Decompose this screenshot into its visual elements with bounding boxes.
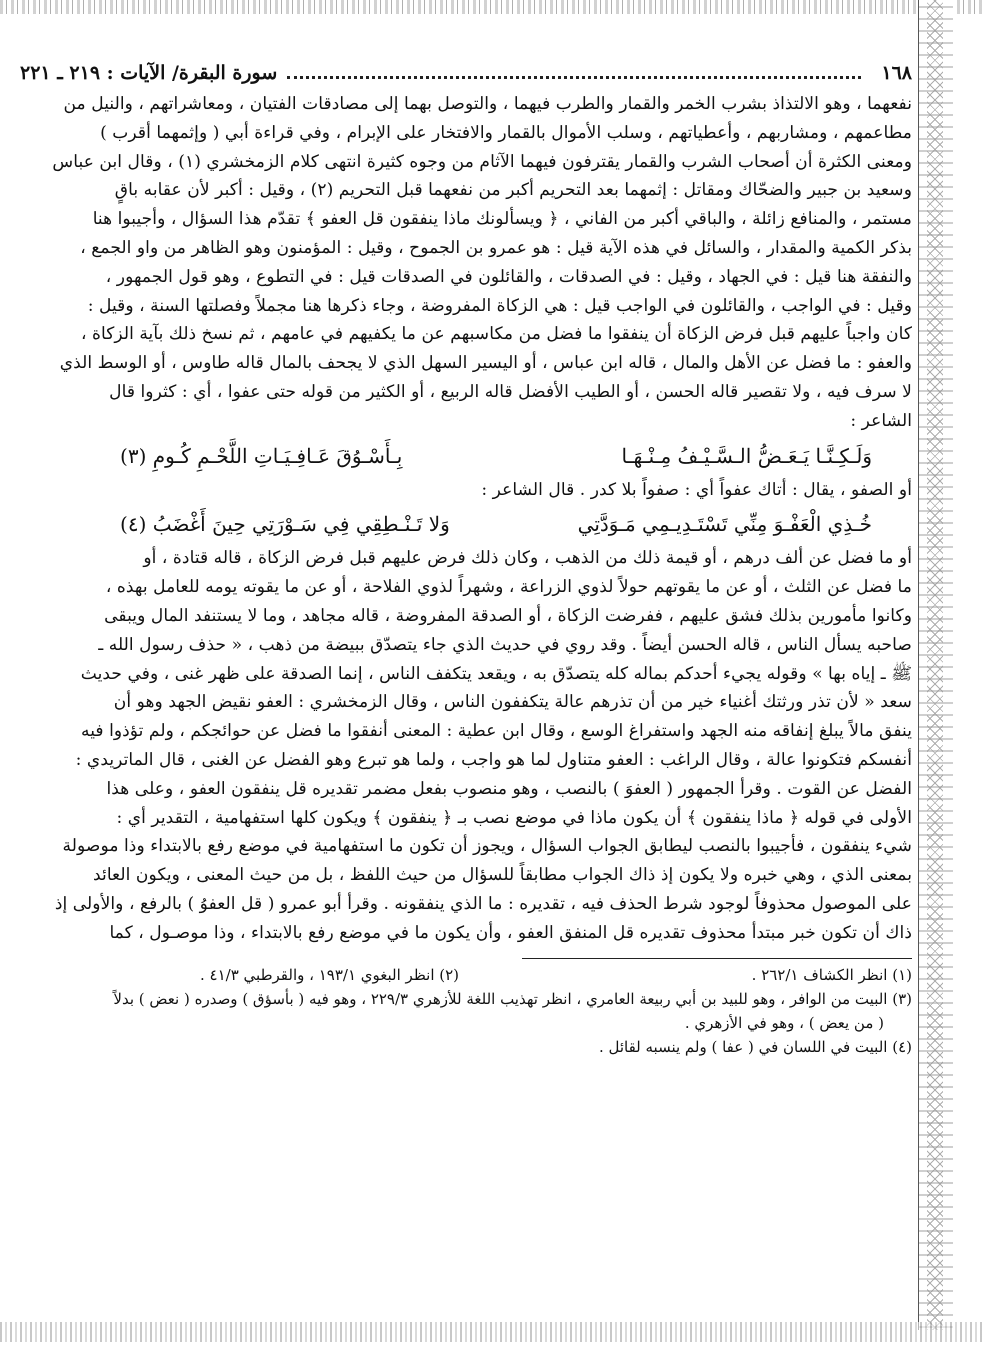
text-line: والعفو : ما فضل عن الأهل والمال ، قاله ابن عباس ، أو اليسير السهل الذي لا يجحف بالمال قاله طاوس ، أو الوسط الذي xyxy=(59,353,912,374)
text-line: والنفقة هنا قيل : في الجهاد ، وقيل : في الصدقات ، والقائلون في الصدقات قيل : في التطوع ، وهو قول الجمهور ، xyxy=(105,266,912,287)
footnote-1: (١) انظر الكشاف ٢٦٢/١ . xyxy=(751,965,912,984)
poetry-verse-2 xyxy=(20,504,912,544)
text-line: ما فضل عن الثلث ، أو عن ما يقوتهم حولاً لذوي الزراعة ، وشهراً لذوي الفلاحة ، أو عن ما يقوته يومه للعامل بهذه ، xyxy=(105,577,912,598)
text-line: سعد « لأن تذر ورثتك أغنياء خير من أن تذرهم عالة يتكففون الناس ، وقال الزمخشري : العفو نقيض الجهد وهو أن xyxy=(113,692,912,713)
text-line: صاحبه يسأل الناس ، قاله الحسن أيضاً . وقد روي في حديث الذي جاء يتصدّق ببيضة من ذهب ، « حذف رسول الله ـ xyxy=(98,634,912,655)
footnote-row xyxy=(20,963,912,987)
poet-label: الشاعر : xyxy=(850,410,912,431)
decorative-page-border xyxy=(918,0,953,1330)
text-line: أو الصفو ، يقال : أتاك عفواً أي : صفواً بلا كدر . قال الشاعر : xyxy=(481,479,912,500)
text-line: أنفسكم فتكونوا عالة ، وقال الراغب : العفو متناول لما هو واجب ، ولما هو تبرع وهو الفضل عن الغنى ، قال الماتريدي : xyxy=(75,749,912,770)
footnote-4: (٤) البيت في اللسان في ( عفا ) ولم ينسبه لقائل . xyxy=(598,1037,912,1056)
text-line: بمعنى الذي ، وهي خبره ولا يكون إذ ذاك الجواب مطابقاً للسؤال من حيث اللفظ ، بل من حيث المعنى ، ويكون العائد xyxy=(93,865,912,886)
scan-top-edge xyxy=(0,0,984,14)
text-line: مطاعمهم ، ومشاربهم ، وأعطياتهم ، وسلب الأموال بالقمار والافتخار على الإبرام ، وفي قراءة أبي ( وإثمهما أقرب ) xyxy=(100,122,912,143)
text-line: الأولى في قوله ﴿ ماذا ينفقون ﴾ أن يكون ماذا في موضع نصب بـ ﴿ ينفقون ﴾ ويكون كلها استفهامية ، التقدير أي : xyxy=(116,807,912,828)
text-line: شيء ينفقون ، فأجيبوا بالنصب ليطابق الجواب السؤال ، ويجوز أن تكون ما استفهامية في موضع رفع بالابتداء وذا موصولة xyxy=(62,836,912,857)
document-page xyxy=(20,56,912,1059)
text-line: على الموصول محذوفاً لوجود شرط الحذف فيه ، تقديره : ما الذي ينفقونه . وقرأ أبو عمرو ( قل العفوُ ) بالرفع ، والأولى إذ xyxy=(54,893,912,914)
text-line: ينفق مالاً يبلغ إنفاقه منه الجهد واستفراغ الوسع ، وقال ابن عطية : المعنى أنفقوا ما فضل عن حوائجكم ، ولم تؤذوا فيه xyxy=(80,721,912,742)
text-line: وقيل : في الواجب ، والقائلون في الواجب قيل : هي الزكاة المفروضة ، وجاء ذكرها هنا مجملاً وفصلتها السنة ، وقيل : xyxy=(87,295,912,316)
text-line: كان واجباً عليهم قبل فرض الزكاة أن ينفقوا ما فضل من مكاسبهم عن ما يكفيهم في عامهم ، ثم نسخ ذلك بآية الزكاة ، xyxy=(80,324,912,345)
verse-1-second-hemistich: بِـأَسْـوُقَ عَـافِـيَـاتِ اللَّحْـمِ كُـومِ (٣) xyxy=(120,443,403,468)
verse-2-first-hemistich: خُـذِي الْعَفْـوَ مِنِّي تَسْتَـدِيـمِي مَـوَدَّتِي xyxy=(577,512,872,537)
footnote-separator xyxy=(522,958,912,959)
text-line: ذاك أن تكون خبر مبتدأ محذوف تقديره قل المنفق العفو ، وأن يكون ما في موضع رفع بالابتداء ، وذا موصـول ، كما xyxy=(109,922,912,943)
text-line: ﷺ ـ إياه بها » وقوله يجيء أحدكم بماله كله يتصدّق به ، ويقعد يتكفف الناس ، إنما الصدقة على ظهر غنى ، وفي حديث xyxy=(80,663,912,684)
verse-1-first-hemistich: وَلَـكِـنَّـا يَـعَـضُّ الـسَّـيْـفُ مِـنْـهَـا xyxy=(621,443,872,468)
text-line: ومعنى الكثرة أن أصحاب الشرب والقمار يقترفون فيهما الآثام من وجوه كثيرة انتهى كلام الزمخشري (١) ، وقال ابن عباس xyxy=(52,151,912,172)
text-line: الفضل عن القوت . وقرأ الجمهور ( العفوَ ) بالنصب ، وهو منصوب بفعل مضمر تقديره قل ينفقون العفو ، وعلى هذا xyxy=(106,778,912,799)
main-text xyxy=(20,90,912,948)
text-line: لا سرف فيه ، ولا تقصير قاله الحسن ، أو الطيب الأفضل قاله الربيع ، أو الكثير من قوله حتى عفوا ، أي : كثروا قال xyxy=(109,381,912,402)
text-line: نفعهما ، وهو الالتذاذ بشرب الخمر والقمار والطرب فيهما ، والتوصل بهما إلى مصادقات الفتيان ، ومعاشراتهم ، والنيل من xyxy=(63,94,912,114)
paragraph-block-2 xyxy=(20,544,912,947)
page-header xyxy=(20,56,912,90)
text-line: أو ما فضل عن ألف درهم ، أو قيمة ذلك من الذهب ، وكان ذلك فرض عليهم قبل فرض الزكاة ، قاله قتادة ، أو xyxy=(143,548,912,569)
text-line: مستمر ، والمنافع زائلة ، والباقي أكبر من الفاني ، ﴿ ويسألونك ماذا ينفقون قل العفو ﴾ تقدّم هذا السؤال ، وأجيبوا هنا xyxy=(92,209,912,230)
footnote-3: (٣) البيت من الوافر ، وهو للبيد بن أبي ربيعة العامري ، انظر تهذيب اللغة للأزهري ٢٢٩/٣ ، وهو فيه ( بأسؤق ) وصدره ( نعض ) بدلاً xyxy=(113,989,912,1008)
text-line: وسعيد بن جبير والضحّاك ومقاتل : إثمهما بعد التحريم أكبر من نفعهما قبل التحريم (٢) ، وقيل : أكبر لأن عقابه باقٍ xyxy=(114,180,912,201)
footnote-2: (٢) انظر البغوي ١٩٣/١ ، والقرطبي ٤١/٣ . xyxy=(200,965,460,984)
page-number: ١٦٨ xyxy=(881,62,912,84)
surah-title: سورة البقرة/ الآيات : ٢١٩ ـ ٢٢١ xyxy=(20,62,278,84)
paragraph-block-1 xyxy=(20,90,912,407)
header-dot-leader xyxy=(287,76,861,79)
verse-2-second-hemistich: وَلا تَـنْـطِقِي فِي سَـوْرَتِي حِينَ أَغْضَبُ (٤) xyxy=(120,512,450,537)
text-line: وكانوا مأمورين بذلك فشق عليهم ، ففرضت الزكاة ، أو الصدقة المفروضة ، قاله مجاهد ، وما لا يستنفد المال ويبقى xyxy=(104,605,912,626)
footnotes xyxy=(20,963,912,1059)
text-line: بذكر الكمية والمقدار ، والسائل في هذه الآية قيل : هو عمرو بن الجموح ، وقيل : المؤمنون وهو الظاهر من واو الجمع ، xyxy=(80,237,912,258)
footnote-3-continued: ( من يعض ) ، وهو في الأزهري . xyxy=(684,1013,884,1032)
scan-bottom-edge xyxy=(0,1322,984,1342)
poetry-verse-1 xyxy=(20,436,912,476)
